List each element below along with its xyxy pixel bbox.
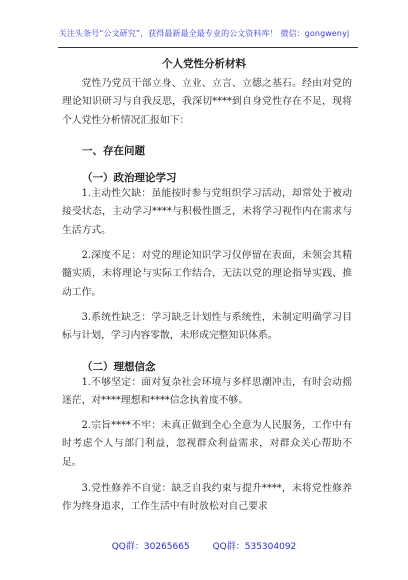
footer-contacts xyxy=(0,539,408,552)
paragraph-1-text: 1.主动性欠缺：虽能按时参与党组织学习活动，却常处于被动接受状态，主动学习****与积极性匮乏，未将学习视作内在需求与生活方式。 xyxy=(62,188,352,236)
paragraph-4 xyxy=(62,374,352,411)
paragraph-6-text: 3.党性修养不自觉：缺乏自我约束与提升****，未将党性修养作为终身追求，工作生活中有时放松对自己要求 xyxy=(62,483,352,513)
paragraph-4-text: 1.不够坚定：面对复杂社会环境与多样思潮冲击，有时会动摇迷茫，对****理想和****信念执着度不够。 xyxy=(62,377,352,407)
paragraph-3 xyxy=(62,309,352,346)
paragraph-2 xyxy=(62,247,352,302)
paragraph-5 xyxy=(62,417,352,472)
footer-qq-group-2: QQ群：535304092 xyxy=(212,542,297,552)
subsection-heading-2: （二）理想信念 xyxy=(82,361,156,373)
footer-qq-group-1: QQ群：30265665 xyxy=(111,542,190,552)
document-title: 个人党性分析材料 xyxy=(162,58,246,70)
subsection-heading-1: （一）政治理论学习 xyxy=(82,172,177,184)
intro-paragraph xyxy=(62,75,352,130)
header-notice: 关注头条号“公文研究”，获得最新最全最专业的公文资料库！ 微信：gongwenyj xyxy=(58,29,350,38)
intro-text: 党性乃党员干部立身、立业、立言、立德之基石。经由对党的理论知识研习与自我反思，我深切****到自身党性存在不足，现将个人党性分析情况汇报如下： xyxy=(62,78,352,126)
paragraph-5-text: 2.宗旨****不牢：未真正做到全心全意为人民服务，工作中有时考虑个人与部门利益，忽视群众利益需求，对群众关心帮助不足。 xyxy=(62,420,352,468)
paragraph-2-text: 2.深度不足：对党的理论知识学习仅停留在表面，未领会其精髓实质，未将理论与实际工作结合，无法以党的理论指导实践、推动工作。 xyxy=(62,250,352,298)
header-divider xyxy=(58,47,358,48)
paragraph-1 xyxy=(62,185,352,240)
section-heading-1: 一、存在问题 xyxy=(82,145,145,157)
paragraph-6 xyxy=(62,480,352,517)
paragraph-3-text: 3.系统性缺乏：学习缺乏计划性与系统性，未制定明确学习目标与计划，学习内容零散，未形成完整知识体系。 xyxy=(62,312,352,342)
